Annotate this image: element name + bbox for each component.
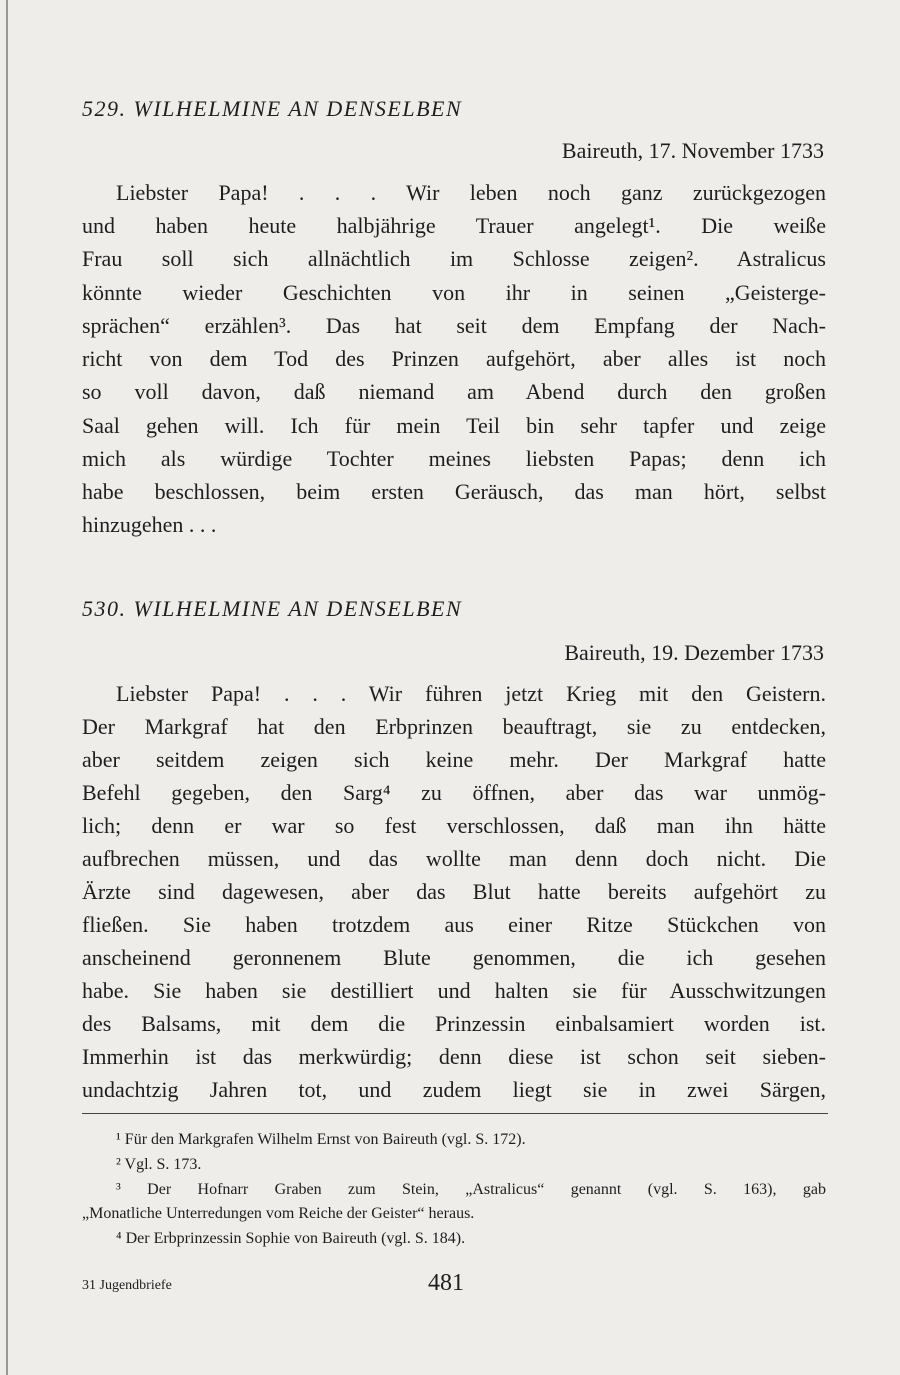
text-line: Befehl gegeben, den Sarg⁴ zu öffnen, aber das war unmög-	[82, 780, 826, 805]
text-line: richt von dem Tod des Prinzen aufgehört, aber alles ist noch	[82, 346, 826, 371]
text-line: Liebster Papa! . . . Wir leben noch ganz zurückgezogen	[116, 180, 826, 205]
text-line: aufbrechen müssen, und das wollte man denn doch nicht. Die	[82, 846, 826, 871]
footnote-1: ¹ Für den Markgrafen Wilhelm Ernst von Baireuth (vgl. S. 172).	[116, 1131, 526, 1148]
text-line: undachtzig Jahren tot, und zudem liegt sie in zwei Särgen,	[82, 1077, 826, 1102]
text-line: Frau soll sich allnächtlich im Schlosse zeigen². Astralicus	[82, 246, 826, 271]
text-line: so voll davon, daß niemand am Abend durch den großen	[82, 379, 826, 404]
text-line: anscheinend geronnenem Blute genommen, die ich gesehen	[82, 945, 826, 970]
footnote-2: ² Vgl. S. 173.	[116, 1156, 202, 1173]
text-line: Saal gehen will. Ich für mein Teil bin sehr tapfer und zeige	[82, 413, 826, 438]
letter-dateline: Baireuth, 19. Dezember 1733	[564, 640, 824, 665]
footnote-3: ³ Der Hofnarr Graben zum Stein, „Astralicus“ genannt (vgl. S. 163), gab	[116, 1181, 826, 1198]
text-line: mich als würdige Tochter meines liebsten Papas; denn ich	[82, 446, 826, 471]
footnote-divider	[82, 1113, 828, 1114]
letter-heading: 530. WILHELMINE AN DENSELBEN	[82, 596, 463, 621]
text-line: habe beschlossen, beim ersten Geräusch, das man hört, selbst	[82, 479, 826, 504]
letter-heading: 529. WILHELMINE AN DENSELBEN	[82, 96, 463, 121]
letter-dateline: Baireuth, 17. November 1733	[561, 138, 824, 163]
text-line: könnte wieder Geschichten von ihr in seinen „Geisterge-	[82, 280, 826, 305]
page-number: 481	[428, 1270, 464, 1296]
text-line: aber seitdem zeigen sich keine mehr. Der Markgraf hatte	[82, 747, 826, 772]
footnote-4: ⁴ Der Erbprinzessin Sophie von Baireuth (vgl. S. 184).	[116, 1230, 466, 1247]
footnote-3-continued: „Monatliche Unterredungen vom Reiche der Geister“ heraus.	[82, 1205, 475, 1222]
text-line: fließen. Sie haben trotzdem aus einer Ritze Stückchen von	[82, 912, 826, 937]
page-edge	[6, 0, 8, 1375]
text-line: des Balsams, mit dem die Prinzessin einbalsamiert worden ist.	[82, 1011, 826, 1036]
text-line: und haben heute halbjährige Trauer angelegt¹. Die weiße	[82, 213, 826, 238]
text-line: lich; denn er war so fest verschlossen, daß man ihn hätte	[82, 813, 826, 838]
text-line: hinzugehen . . .	[82, 512, 217, 537]
text-line: sprächen“ erzählen³. Das hat seit dem Empfang der Nach-	[82, 313, 826, 338]
text-line: Immerhin ist das merkwürdig; denn diese ist schon seit sieben-	[82, 1044, 826, 1069]
text-line: Liebster Papa! . . . Wir führen jetzt Krieg mit den Geistern.	[116, 681, 826, 706]
text-line: Ärzte sind dagewesen, aber das Blut hatte bereits aufgehört zu	[82, 879, 826, 904]
text-line: Der Markgraf hat den Erbprinzen beauftragt, sie zu entdecken,	[82, 714, 826, 739]
text-line: habe. Sie haben sie destilliert und halten sie für Ausschwitzungen	[82, 978, 826, 1003]
signature-mark: 31 Jugendbriefe	[82, 1278, 172, 1293]
